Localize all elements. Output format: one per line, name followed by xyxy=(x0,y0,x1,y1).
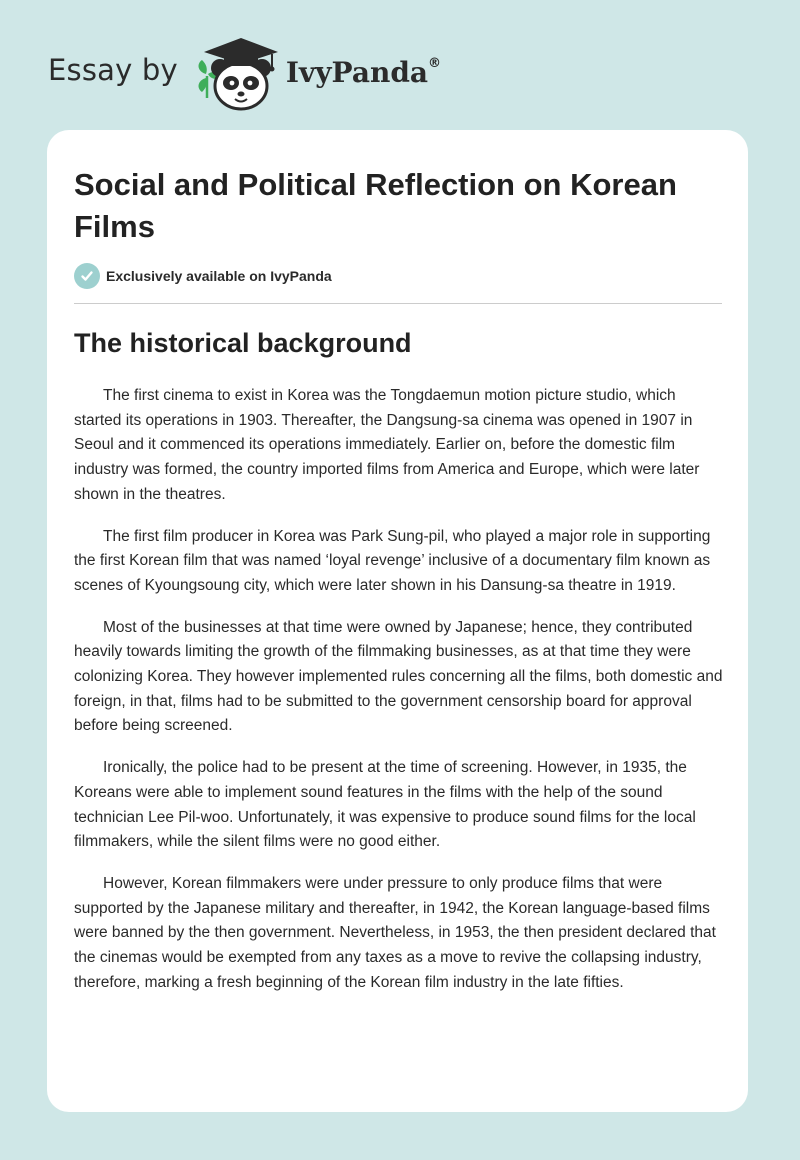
page-title: Social and Political Reflection on Korean Films xyxy=(74,167,677,244)
panda-graduate-icon xyxy=(192,34,284,114)
availability-badge xyxy=(74,263,332,289)
paragraph: The first film producer in Korea was Park Sung-pil, who played a major role in supporting the first Korean film that was named ‘loyal revenge’ inclusive of a documentary film known as scenes of Kyoungsoung city, which were later shown in his Dansung-sa theatre in 1919. xyxy=(74,527,711,594)
badge-text: Exclusively available on IvyPanda xyxy=(106,268,332,284)
divider xyxy=(74,303,722,304)
paragraph: The first cinema to exist in Korea was the Tongdaemun motion picture studio, which started its operations in 1903. Thereafter, the Dangsung-sa cinema was opened in 1907 in Seoul and it commenced its operations immediately. Earlier on, before the domestic film industry was formed, the country imported films from America and Europe, which were later shown in the theatres. xyxy=(74,387,700,503)
essay-by-label: Essay by xyxy=(48,53,178,87)
paragraph: However, Korean filmmakers were under pressure to only produce films that were supported by the Japanese military and thereafter, in 1942, the Korean language-based films were banned by the then government. Nevertheless, in 1953, the then president declared that the cinemas would be exempted from any taxes as a move to revive the collapsing industry, therefore, marking a fresh beginning of the Korean film industry in the late fifties. xyxy=(74,874,716,991)
section-heading: The historical background xyxy=(74,328,412,358)
paragraph: Ironically, the police had to be present at the time of screening. However, in 1935, the Koreans were able to implement sound features in the films with the help of the sound technician Lee Pil-woo. Unfortunately, it was expensive to produce sound films for the local filmmakers, while the silent films were no good either. xyxy=(74,759,696,851)
essay-card xyxy=(47,130,748,1112)
brand-text: IvyPanda xyxy=(285,55,429,89)
check-icon xyxy=(74,263,100,289)
site-header xyxy=(48,34,441,114)
essay-body xyxy=(74,384,726,1012)
paragraph: Most of the businesses at that time were owned by Japanese; hence, they contributed heavily towards limiting the growth of the filmmaking businesses, as at that time they were colonizing Korea. They however implemented rules concerning all the films, both domestic and foreign, in that, films had to be submitted to the government censorship board for approval before being screened. xyxy=(74,618,723,735)
registered-mark: ® xyxy=(428,56,442,72)
brand-name xyxy=(286,56,441,89)
